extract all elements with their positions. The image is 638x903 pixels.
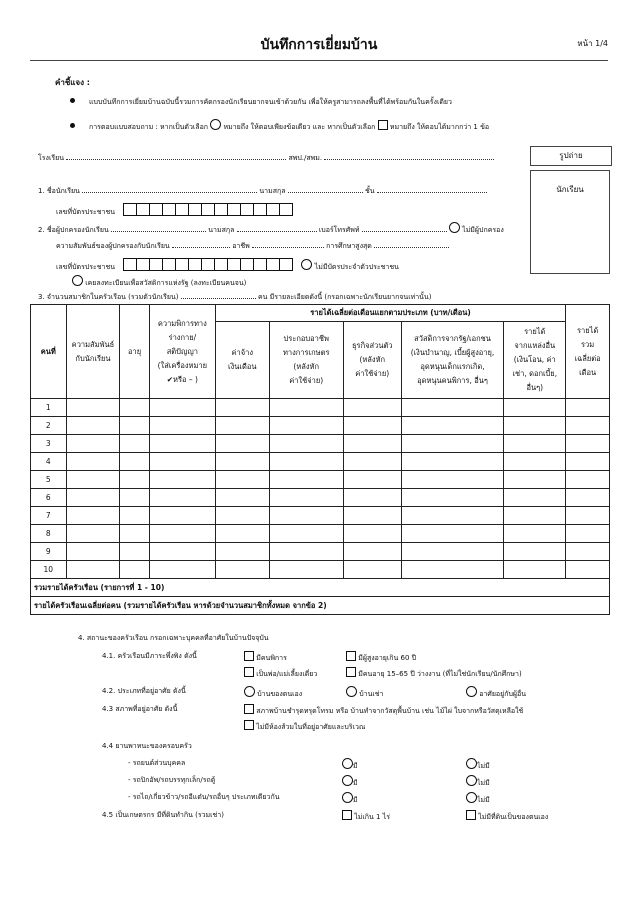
welfare-registered-radio[interactable]: [72, 275, 83, 286]
table-cell[interactable]: [401, 453, 504, 471]
table-cell[interactable]: [269, 417, 343, 435]
table-cell[interactable]: [269, 525, 343, 543]
q42-own-option: บ้านของตนเอง: [244, 686, 302, 700]
table-cell[interactable]: [343, 435, 401, 453]
guardian-name-field[interactable]: [111, 224, 206, 232]
table-cell[interactable]: [504, 561, 566, 579]
col-header-wage: ค่าจ้าง เงินเดือน: [215, 322, 269, 399]
col-header-business: ธุรกิจส่วนตัว (หลังหัก ค่าใช้จ่าย): [343, 322, 401, 399]
welfare-line: เคยลงทะเบียนเพื่อสวัสดิการแห่งรัฐ (ลงทะเบียนคนจน): [72, 275, 246, 289]
guardian-id-box[interactable]: [123, 258, 137, 271]
q44-pickup-have-radio[interactable]: [342, 775, 353, 786]
table-cell[interactable]: [66, 561, 120, 579]
q44-pickup-have-not-radio[interactable]: [466, 775, 477, 786]
table-cell[interactable]: [120, 399, 149, 417]
table-cell[interactable]: [120, 525, 149, 543]
no-guardian-radio[interactable]: [449, 222, 460, 233]
table-cell[interactable]: [504, 453, 566, 471]
q42-rent-option: บ้านเช่า: [346, 686, 383, 700]
q45-label: 4.5 เป็นเกษตรกร มีที่ดินทำกิน (รวมเช่า): [102, 811, 224, 819]
q41-disabled-checkbox[interactable]: [244, 651, 254, 661]
table-cell[interactable]: [66, 399, 120, 417]
q42-rent-radio[interactable]: [346, 686, 357, 697]
q44-tractor-have-not-radio[interactable]: [466, 792, 477, 803]
table-cell[interactable]: [120, 561, 149, 579]
table-cell[interactable]: [566, 489, 610, 507]
table-cell[interactable]: [269, 435, 343, 453]
q44-tractor-have-radio[interactable]: [342, 792, 353, 803]
table-cell[interactable]: [343, 543, 401, 561]
q41-elderly-option: มีผู้สูงอายุเกิน 60 ปี: [346, 651, 416, 664]
table-cell[interactable]: [504, 507, 566, 525]
table-row: [31, 543, 610, 561]
table-row: [31, 561, 610, 579]
q44-car-have-not-radio[interactable]: [466, 758, 477, 769]
guardian-phone-field[interactable]: [362, 224, 447, 232]
bullet-icon: [70, 123, 75, 128]
table-cell[interactable]: [269, 471, 343, 489]
q41-label: 4.1. ครัวเรือนมีภาระพึ่งพิง ดังนี้: [102, 652, 197, 660]
table-cell[interactable]: [215, 507, 269, 525]
table-cell[interactable]: [149, 507, 215, 525]
instructions-heading: คำชี้แจง :: [55, 78, 91, 87]
q44-tractor-label: - รถไถ/เกี่ยวข้าว/รถอีแต๋น/รถอื่นๆ ประเภทเดียวกัน: [128, 793, 280, 801]
q45-under-1-rai-option: ไม่เกิน 1 ไร่: [342, 810, 390, 823]
table-cell[interactable]: [215, 471, 269, 489]
col-header-total: รายได้ รวม เฉลี่ยต่อ เดือน: [566, 305, 610, 399]
table-row: [31, 435, 610, 453]
student-id-line: เลขที่บัตรประชาชน: [56, 203, 293, 218]
table-cell[interactable]: [504, 489, 566, 507]
q45-no-land-checkbox[interactable]: [466, 810, 476, 820]
col-header-other: รายได้ จากแหล่งอื่น (เงินโอน, ค่า เช่า, ดอกเบี้ย, อื่นๆ): [504, 322, 566, 399]
col-header-relation: ความสัมพันธ์ กับนักเรียน: [66, 305, 120, 399]
q44-car-have-not: ไม่มี: [466, 758, 490, 772]
q45-under-1-rai-checkbox[interactable]: [342, 810, 352, 820]
guardian-name-line: 2. ชื่อผู้ปกครองนักเรียน นามสกุล เบอร์โทรศัพท์ ไม่มีผู้ปกครอง: [38, 222, 504, 236]
checkbox-square-icon: [378, 120, 388, 130]
q44-car-have-radio[interactable]: [342, 758, 353, 769]
table-cell[interactable]: [504, 543, 566, 561]
q41-unemployed-checkbox[interactable]: [346, 667, 356, 677]
table-row: [31, 489, 610, 507]
table-cell[interactable]: [343, 507, 401, 525]
table-cell[interactable]: [566, 399, 610, 417]
table-cell[interactable]: [566, 417, 610, 435]
q41-elderly-checkbox[interactable]: [346, 651, 356, 661]
table-cell[interactable]: [120, 489, 149, 507]
table-cell[interactable]: [66, 471, 120, 489]
table-cell[interactable]: [149, 489, 215, 507]
q44-pickup-label: - รถปิกอัพ/รถบรรทุกเล็ก/รถตู้: [128, 776, 216, 784]
q41-single-parent-checkbox[interactable]: [244, 667, 254, 677]
q44-pickup-have-not: ไม่มี: [466, 775, 490, 789]
table-cell[interactable]: [149, 453, 215, 471]
table-cell[interactable]: [401, 471, 504, 489]
row-number: 3: [31, 435, 67, 453]
members-line: 3. จำนวนสมาชิกในครัวเรือน (รวมตัวนักเรียน) คน มีรายละเอียดดังนี้ (กรอกเฉพาะนักเรียนยากจนเท่านั้น): [38, 293, 432, 301]
row-number: 9: [31, 543, 67, 561]
row-number: 1: [31, 399, 67, 417]
table-cell[interactable]: [504, 471, 566, 489]
col-header-disability: ความพิการทาง ร่างกาย/ สติปัญญา (ใส่เครื่องหมาย ✔หรือ – ): [149, 305, 215, 399]
row-number: 6: [31, 489, 67, 507]
table-cell[interactable]: [120, 543, 149, 561]
table-row: [31, 417, 610, 435]
table-cell[interactable]: [120, 471, 149, 489]
income-table: [30, 304, 610, 615]
avg-person-row: รายได้ครัวเรือนเฉลี่ยต่อคน (รวมรายได้ครัวเรือน หารด้วยจำนวนสมาชิกทั้งหมด จากข้อ 2): [31, 597, 610, 615]
row-number: 5: [31, 471, 67, 489]
q41-single-parent-option: เป็นพ่อ/แม่เลี้ยงเดี่ยว: [244, 667, 317, 680]
table-cell[interactable]: [269, 399, 343, 417]
q43-no-toilet-checkbox[interactable]: [244, 720, 254, 730]
table-cell[interactable]: [269, 561, 343, 579]
guardian-education-field[interactable]: [374, 240, 449, 248]
table-row: [31, 507, 610, 525]
school-field[interactable]: [66, 152, 286, 160]
table-cell[interactable]: [343, 525, 401, 543]
header-divider: [30, 60, 608, 61]
guardian-id-line: เลขที่บัตรประชาชน ไม่มีบัตรประจำตัวประชาชน: [56, 258, 399, 273]
table-row: [31, 525, 610, 543]
q44-pickup-have: มี: [342, 775, 358, 789]
table-cell[interactable]: [215, 561, 269, 579]
table-cell[interactable]: [149, 399, 215, 417]
guardian-relation-field[interactable]: [172, 240, 230, 248]
table-cell[interactable]: [269, 507, 343, 525]
q43-damaged-checkbox[interactable]: [244, 704, 254, 714]
table-cell[interactable]: [269, 453, 343, 471]
guardian-surname-field[interactable]: [237, 224, 317, 232]
q41-unemployed-option: มีคนอายุ 15–65 ปี ว่างงาน (ที่ไม่ใช่นักเรียน/นักศึกษา): [346, 667, 522, 680]
row-number: 2: [31, 417, 67, 435]
col-header-agri: ประกอบอาชีพ ทางการเกษตร (หลังหัก ค่าใช้จ่าย): [269, 322, 343, 399]
q43-no-toilet-option: ไม่มีห้องส้วมในที่อยู่อาศัยและบริเวณ: [244, 720, 365, 733]
members-count-field[interactable]: [181, 291, 256, 299]
table-cell[interactable]: [149, 543, 215, 561]
row-number: 10: [31, 561, 67, 579]
table-cell[interactable]: [120, 435, 149, 453]
table-cell[interactable]: [401, 525, 504, 543]
table-cell[interactable]: [566, 453, 610, 471]
col-header-no: คนที่: [31, 305, 67, 399]
radio-circle-icon: [210, 119, 221, 130]
table-cell[interactable]: [504, 525, 566, 543]
table-cell[interactable]: [343, 417, 401, 435]
table-cell[interactable]: [149, 435, 215, 453]
table-cell[interactable]: [401, 561, 504, 579]
table-cell[interactable]: [215, 435, 269, 453]
table-cell[interactable]: [149, 561, 215, 579]
q44-car-label: - รถยนต์ส่วนบุคคล: [128, 759, 186, 767]
col-header-age: อายุ: [120, 305, 149, 399]
student-grade-field[interactable]: [377, 185, 487, 193]
student-id-box[interactable]: [123, 203, 137, 216]
table-cell[interactable]: [343, 489, 401, 507]
q42-others-option: อาศัยอยู่กับผู้อื่น: [466, 686, 526, 700]
q44-tractor-have-not: ไม่มี: [466, 792, 490, 806]
q41-disabled-option: มีคนพิการ: [244, 651, 287, 664]
table-row: [31, 471, 610, 489]
table-cell[interactable]: [566, 471, 610, 489]
group-header-income: รายได้เฉลี่ยต่อเดือนแยกตามประเภท (บาท/เดือน): [215, 305, 565, 322]
table-cell[interactable]: [566, 543, 610, 561]
table-row: [31, 453, 610, 471]
row-number: 4: [31, 453, 67, 471]
table-cell[interactable]: [66, 507, 120, 525]
photo-box[interactable]: นักเรียน: [530, 170, 610, 274]
table-cell[interactable]: [215, 543, 269, 561]
table-cell[interactable]: [343, 399, 401, 417]
page-number: หน้า 1/4: [577, 39, 608, 48]
table-cell[interactable]: [66, 417, 120, 435]
table-cell[interactable]: [66, 435, 120, 453]
table-cell[interactable]: [343, 561, 401, 579]
no-id-card-radio[interactable]: [301, 259, 312, 270]
q45-no-land-option: ไม่มีที่ดินเป็นของตนเอง: [466, 810, 548, 823]
district-office-field[interactable]: [324, 152, 494, 160]
student-name-field[interactable]: [82, 185, 257, 193]
table-cell[interactable]: [504, 435, 566, 453]
table-cell[interactable]: [120, 453, 149, 471]
table-cell[interactable]: [120, 417, 149, 435]
table-cell[interactable]: [401, 543, 504, 561]
table-cell[interactable]: [66, 543, 120, 561]
bullet-icon: [70, 98, 75, 103]
table-cell[interactable]: [215, 399, 269, 417]
table-cell[interactable]: [343, 453, 401, 471]
table-cell[interactable]: [401, 507, 504, 525]
table-cell[interactable]: [215, 417, 269, 435]
table-cell[interactable]: [566, 507, 610, 525]
guardian-occupation-field[interactable]: [252, 240, 324, 248]
table-cell[interactable]: [504, 399, 566, 417]
sum-household-row: รวมรายได้ครัวเรือน (รายการที่ 1 - 10): [31, 579, 610, 597]
table-cell[interactable]: [215, 525, 269, 543]
table-cell[interactable]: [120, 507, 149, 525]
table-cell[interactable]: [149, 525, 215, 543]
table-cell[interactable]: [149, 471, 215, 489]
q43-damaged-option: สภาพบ้านชำรุดทรุดโทรม หรือ บ้านทำจากวัสดุพื้นบ้าน เช่น ไม้ไผ่ ใบจากหรือวัสดุเหลือใช้: [244, 704, 523, 717]
instruction-item-2: การตอบแบบสอบถาม : หากเป็นตัวเลือก หมายถึง ให้ตอบเพียงข้อเดียว และ หากเป็นตัวเลือก หมายถึง ให้ตอบได้มากกว่า 1 ข้อ: [70, 119, 489, 133]
col-header-welfare: สวัสดิการจากรัฐ/เอกชน (เงินบำนาญ, เบี้ยผู้สูงอายุ, อุดหนุนเด็กแรกเกิด, อุดหนุนคนพิการ, อื่นๆ: [401, 322, 504, 399]
q42-label: 4.2. ประเภทที่อยู่อาศัย ดังนี้: [102, 687, 186, 695]
page-title: บันทึกการเยี่ยมบ้าน: [260, 37, 378, 53]
table-cell[interactable]: [66, 489, 120, 507]
table-cell[interactable]: [269, 489, 343, 507]
row-number: 8: [31, 525, 67, 543]
q43-label: 4.3 สภาพที่อยู่อาศัย ดังนี้: [102, 705, 178, 713]
q42-own-radio[interactable]: [244, 686, 255, 697]
instruction-item-1: แบบบันทึกการเยี่ยมบ้านฉบับนี้รวมการคัดกรองนักเรียนยากจนเข้าด้วยกัน เพื่อให้ครูสามารถลงพื้นที่ได้พร้อมกันในครั้งเดียว: [70, 97, 452, 108]
section4-heading: 4. สถานะของครัวเรือน กรอกเฉพาะบุคคลที่อาศัยในบ้านปัจจุบัน: [78, 634, 269, 642]
table-cell[interactable]: [566, 525, 610, 543]
row-number: 7: [31, 507, 67, 525]
school-line: โรงเรียน สพป./สพม.: [38, 152, 494, 164]
table-cell[interactable]: [215, 489, 269, 507]
q42-others-radio[interactable]: [466, 686, 477, 697]
table-cell[interactable]: [566, 435, 610, 453]
table-cell[interactable]: [401, 435, 504, 453]
student-surname-field[interactable]: [288, 185, 363, 193]
table-cell[interactable]: [66, 453, 120, 471]
student-name-line: 1. ชื่อนักเรียน นามสกุล ชั้น: [38, 185, 487, 197]
table-row: [31, 399, 610, 417]
table-cell[interactable]: [215, 453, 269, 471]
table-cell[interactable]: [66, 525, 120, 543]
table-cell[interactable]: [566, 561, 610, 579]
table-cell[interactable]: [343, 471, 401, 489]
guardian-relation-line: ความสัมพันธ์ของผู้ปกครองกับนักเรียน อาชีพ การศึกษาสูงสุด: [56, 240, 449, 252]
table-cell[interactable]: [149, 417, 215, 435]
q44-car-have: มี: [342, 758, 358, 772]
table-cell[interactable]: [401, 417, 504, 435]
table-cell[interactable]: [401, 489, 504, 507]
q44-tractor-have: มี: [342, 792, 358, 806]
photo-label-box: รูปถ่าย: [530, 146, 612, 166]
table-cell[interactable]: [269, 543, 343, 561]
table-cell[interactable]: [504, 417, 566, 435]
q44-label: 4.4 ยานพาหนะของครอบครัว: [102, 742, 192, 750]
table-cell[interactable]: [401, 399, 504, 417]
